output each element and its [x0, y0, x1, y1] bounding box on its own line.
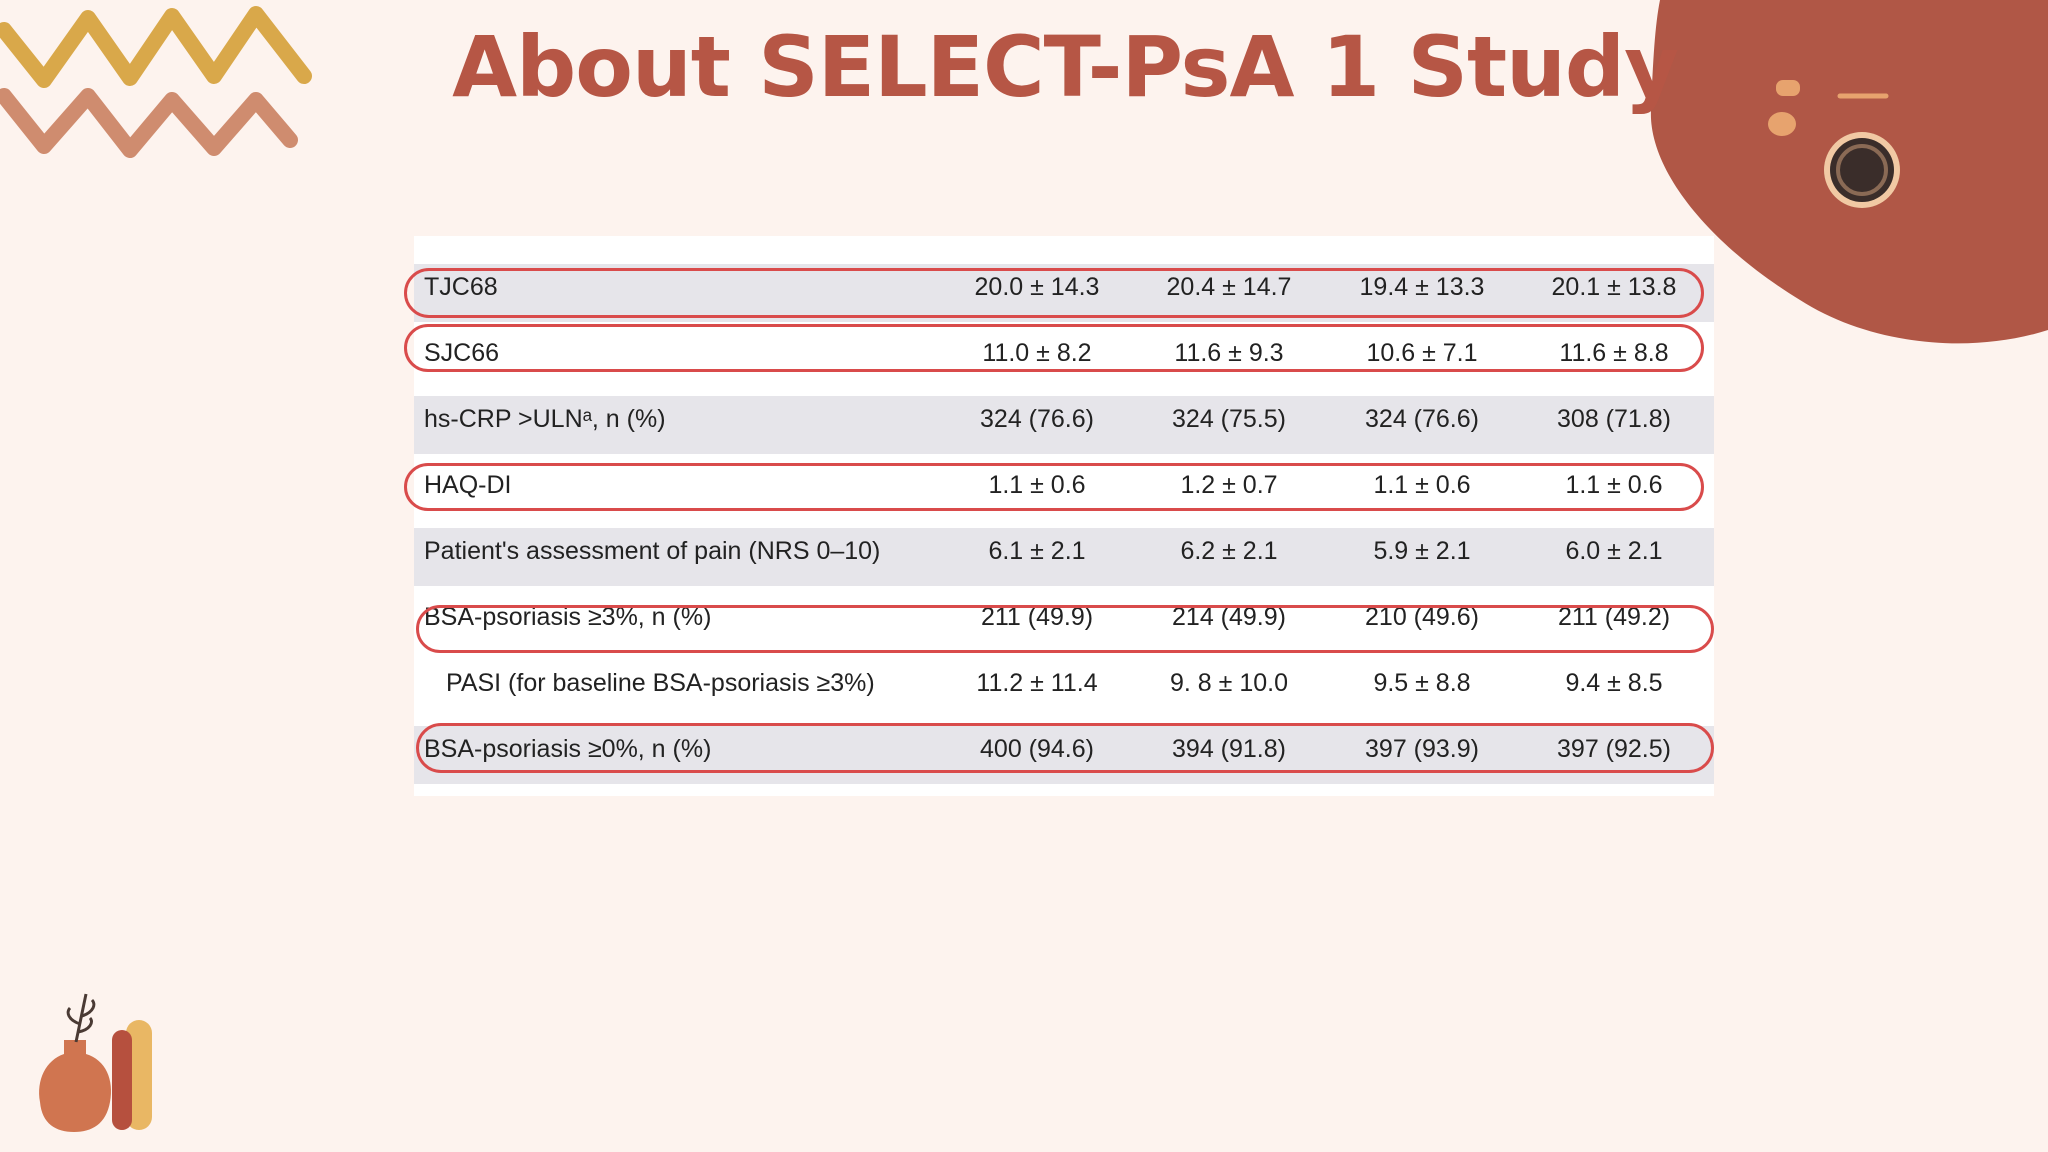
table-row — [414, 264, 1714, 322]
plant-vase-decoration-icon — [30, 990, 170, 1140]
row-label: HAQ-DI — [424, 471, 512, 499]
baseline-characteristics-table — [414, 236, 1714, 796]
table-row — [414, 594, 1714, 652]
table-cell: 9.4 ± 8.5 — [1565, 669, 1663, 697]
table-cell: 1.1 ± 0.6 — [988, 471, 1086, 499]
table-cell: 211 (49.2) — [1557, 603, 1671, 631]
row-label: TJC68 — [424, 273, 498, 301]
table-cell: 1.1 ± 0.6 — [1565, 471, 1663, 499]
table-cell: 11.6 ± 9.3 — [1174, 339, 1284, 367]
table-cell: 19.4 ± 13.3 — [1359, 273, 1485, 301]
table-cell: 9. 8 ± 10.0 — [1170, 669, 1288, 697]
row-label: BSA-psoriasis ≥3%, n (%) — [424, 603, 712, 631]
table-cell: 308 (71.8) — [1557, 405, 1671, 433]
table-cell: 397 (93.9) — [1365, 735, 1479, 763]
table-cell: 397 (92.5) — [1557, 735, 1671, 763]
table-cell: 211 (49.9) — [980, 603, 1094, 631]
row-label: SJC66 — [424, 339, 500, 367]
table-row — [414, 660, 1714, 718]
table-cell: 400 (94.6) — [980, 735, 1094, 763]
table-row — [414, 528, 1714, 586]
table-cell: 324 (76.6) — [980, 405, 1094, 433]
row-label: hs-CRP >ULNᵃ, n (%) — [424, 405, 666, 433]
page-title: About SELECT-PsA 1 Study — [452, 18, 1678, 116]
table-row — [414, 462, 1714, 520]
row-label: BSA-psoriasis ≥0%, n (%) — [424, 735, 712, 763]
table-cell: 6.0 ± 2.1 — [1565, 537, 1663, 565]
table-cell: 214 (49.9) — [1172, 603, 1286, 631]
table-cell: 10.6 ± 7.1 — [1366, 339, 1478, 367]
table-cell: 5.9 ± 2.1 — [1373, 537, 1471, 565]
table-cell: 6.2 ± 2.1 — [1180, 537, 1278, 565]
table-cell: 11.6 ± 8.8 — [1559, 339, 1669, 367]
table-cell: 11.0 ± 8.2 — [982, 339, 1092, 367]
table-cell: 324 (76.6) — [1365, 405, 1479, 433]
table-row — [414, 726, 1714, 784]
table-cell: 9.5 ± 8.8 — [1373, 669, 1471, 697]
table-cell: 11.2 ± 11.4 — [976, 669, 1098, 697]
table-cell: 20.1 ± 13.8 — [1551, 273, 1677, 301]
table-cell: 1.1 ± 0.6 — [1373, 471, 1471, 499]
table-cell: 394 (91.8) — [1172, 735, 1286, 763]
table-cell: 20.0 ± 14.3 — [974, 273, 1100, 301]
table-cell: 20.4 ± 14.7 — [1166, 273, 1292, 301]
table-row — [414, 330, 1714, 388]
table-cell: 1.2 ± 0.7 — [1180, 471, 1278, 499]
row-label: PASI (for baseline BSA-psoriasis ≥3%) — [446, 669, 875, 697]
table-cell: 210 (49.6) — [1365, 603, 1479, 631]
table-cell: 6.1 ± 2.1 — [988, 537, 1086, 565]
table-cell: 324 (75.5) — [1172, 405, 1286, 433]
row-label: Patient's assessment of pain (NRS 0–10) — [424, 537, 881, 565]
table-row — [414, 396, 1714, 454]
